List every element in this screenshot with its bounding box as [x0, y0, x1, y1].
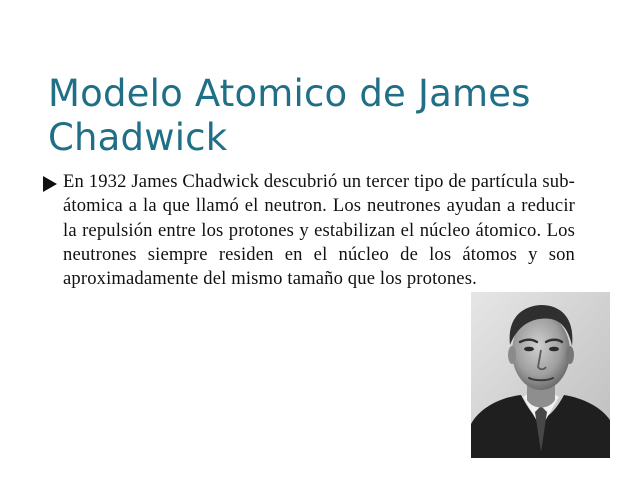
portrait-photo: [471, 292, 610, 458]
slide-body-text: En 1932 James Chadwick descubrió un tercer tipo de partícula sub-átomica a la que llamó el neutron. Los neutrones ayudan a reducir la repulsión entre los protones y estabilizan el núcleo átomico. Los neutrones siempre residen en el núcleo de los átomos y son aproximadamente del mismo tamaño que los protones.: [63, 171, 575, 290]
bullet-arrow-icon: [43, 176, 57, 192]
slide-title: Modelo Atomico de James Chadwick: [48, 72, 531, 159]
